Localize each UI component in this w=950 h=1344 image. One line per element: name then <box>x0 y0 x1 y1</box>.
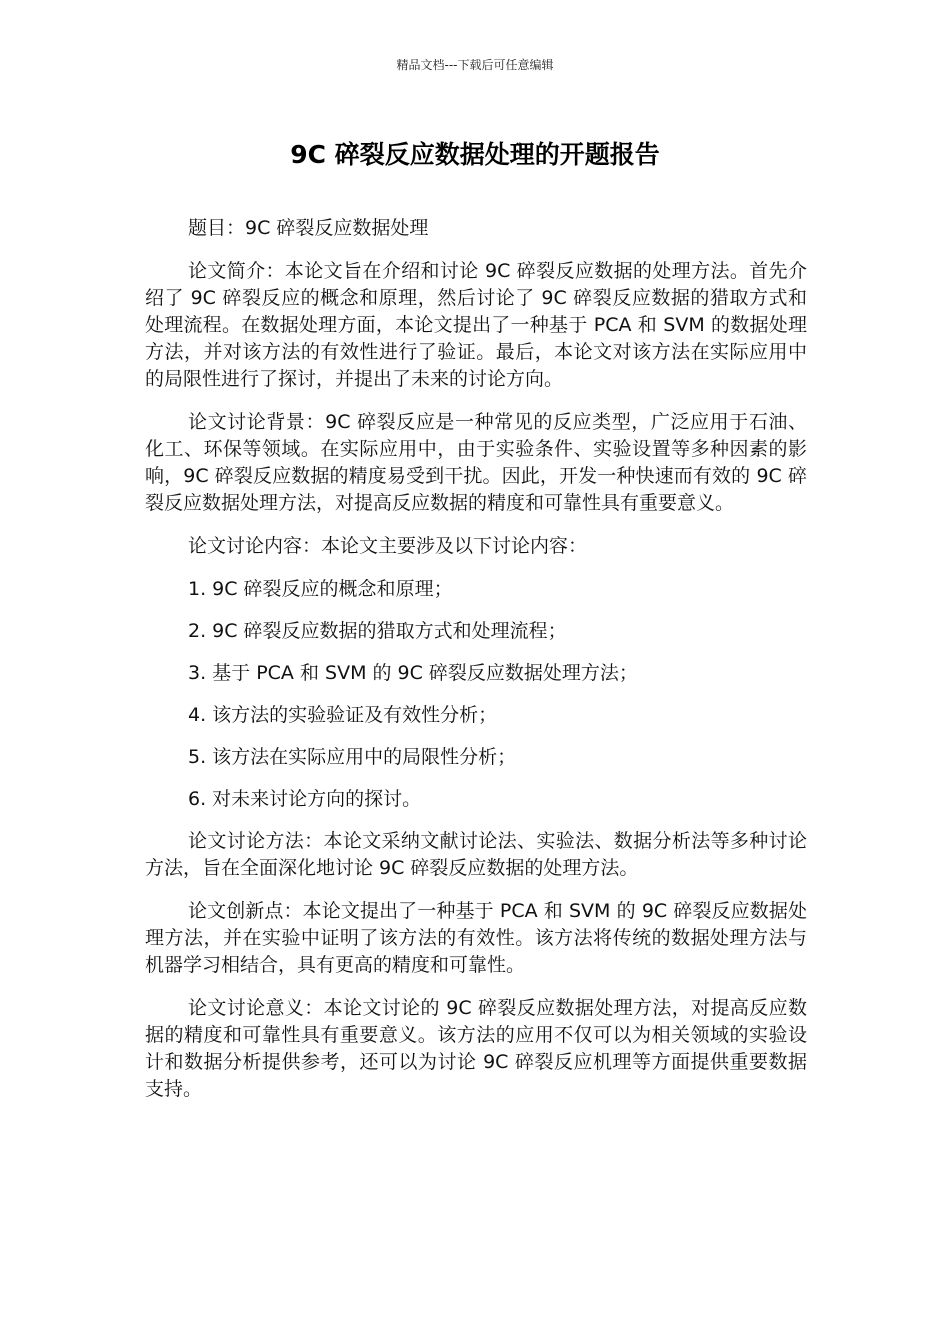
intro-paragraph: 论文简介：本论文旨在介绍和讨论 9C 碎裂反应数据的处理方法。首先介绍了 9C 碎裂反应的概念和原理，然后讨论了 9C 碎裂反应数据的猎取方式和处理流程。在数据处理方面，本论文提出了一种基于 PCA 和 SVM 的数据处理方法，并对该方法的有效性进行了验证。最后，本论文对该方法在实际应用中的局限性进行了探讨，并提出了未来的讨论方向。 <box>145 260 807 390</box>
content-list-item: 3. 基于 PCA 和 SVM 的 9C 碎裂反应数据处理方法； <box>188 662 638 684</box>
content-list-item: 6. 对未来讨论方向的探讨。 <box>188 788 422 810</box>
methods-paragraph: 论文讨论方法：本论文采纳文献讨论法、实验法、数据分析法等多种讨论方法，旨在全面深化地讨论 9C 碎裂反应数据的处理方法。 <box>145 830 807 879</box>
content-list-item: 5. 该方法在实际应用中的局限性分析； <box>188 746 517 768</box>
header-note: 精品文档---下载后可任意编辑 <box>396 58 554 72</box>
content-list-item: 1. 9C 碎裂反应的概念和原理； <box>188 578 453 600</box>
document-body <box>145 215 807 1119</box>
content-list-item: 4. 该方法的实验验证及有效性分析； <box>188 704 498 726</box>
topic-paragraph: 题目：9C 碎裂反应数据处理 <box>188 217 429 239</box>
content-intro-paragraph: 论文讨论内容：本论文主要涉及以下讨论内容： <box>188 535 588 557</box>
significance-paragraph: 论文讨论意义：本论文讨论的 9C 碎裂反应数据处理方法，对提高反应数据的精度和可靠性具有重要意义。该方法的应用不仅可以为相关领域的实验设计和数据分析提供参考，还可以为讨论 9C 碎裂反应机理等方面提供重要数据支持。 <box>145 997 807 1100</box>
innovation-paragraph: 论文创新点：本论文提出了一种基于 PCA 和 SVM 的 9C 碎裂反应数据处理方法，并在实验中证明了该方法的有效性。该方法将传统的数据处理方法与机器学习相结合，具有更高的精度和可靠性。 <box>145 900 807 976</box>
content-list-item: 2. 9C 碎裂反应数据的猎取方式和处理流程； <box>188 620 567 642</box>
document-title: 9C 碎裂反应数据处理的开题报告 <box>290 140 660 169</box>
background-paragraph: 论文讨论背景：9C 碎裂反应是一种常见的反应类型，广泛应用于石油、化工、环保等领域。在实际应用中，由于实验条件、实验设置等多种因素的影响，9C 碎裂反应数据的精度易受到干扰。因此，开发一种快速而有效的 9C 碎裂反应数据处理方法，对提高反应数据的精度和可靠性具有重要意义。 <box>145 411 807 514</box>
